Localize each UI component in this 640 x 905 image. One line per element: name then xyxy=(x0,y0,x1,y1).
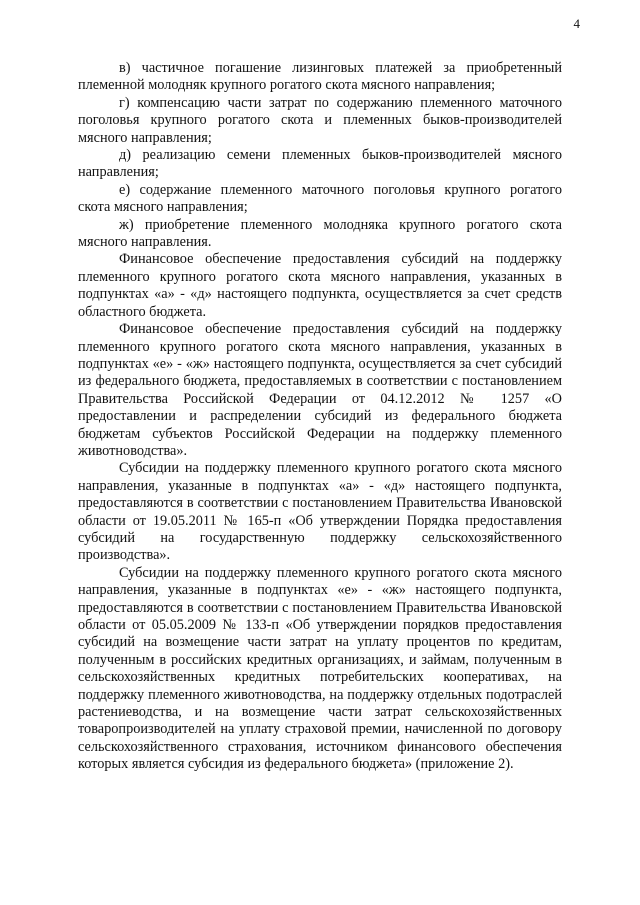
paragraph-regional-funding: Финансовое обеспечение предоставления субсидий на поддержку племенного крупного рогатого скота мясного направления, указанных в подпунктах «а» - «д» настоящего подпункта, осуществляется за счет средств областного бюджета. xyxy=(78,251,562,320)
paragraph-item-zh: ж) приобретение племенного молодняка крупного рогатого скота мясного направления. xyxy=(78,216,562,251)
paragraph-item-e: е) содержание племенного маточного поголовья крупного рогатого скота мясного направления; xyxy=(78,181,562,216)
document-body xyxy=(78,60,562,774)
page-number: 4 xyxy=(573,16,580,31)
paragraph-subsidies-e-zh: Субсидии на поддержку племенного крупного рогатого скота мясного направления, указанные в подпунктах «е» - «ж» настоящего подпункта, предоставляются в соответствии с постановлением Правительства Ивановской области от 05.05.2009 № 133-п «Об утверждении порядков предоставления субсидий на возмещение части затрат на уплату процентов по кредитам, полученным в российских кредитных организациях, и займам, полученным в сельскохозяйственных кредитных потребительских кооперативах, на поддержку племенного животноводства, на поддержку отдельных подотраслей растениеводства, и на возмещение части затрат сельскохозяйственных товаропроизводителей на уплату страховой премии, начисленной по договору сельскохозяйственного страхования, источником финансового обеспечения которых является субсидия из федерального бюджета» (приложение 2). xyxy=(78,564,562,773)
paragraph-federal-funding: Финансовое обеспечение предоставления субсидий на поддержку племенного крупного рогатого скота мясного направления, указанных в подпунктах «е» - «ж» настоящего подпункта, осуществляется за счет субсидий из федерального бюджета, предоставляемых в соответствии с постановлением Правительства Российской Федерации от 04.12.2012 № 1257 «О предоставлении и распределении субсидий из федерального бюджета бюджетам субъектов Российской Федерации на поддержку племенного животноводства». xyxy=(78,321,562,459)
paragraph-item-d: д) реализацию семени племенных быков-производителей мясного направления; xyxy=(78,147,562,181)
paragraph-item-g: г) компенсацию части затрат по содержанию племенного маточного поголовья крупного рогатого скота и племенных быков-производителей мясного направления; xyxy=(78,94,562,146)
paragraph-subsidies-a-d: Субсидии на поддержку племенного крупного рогатого скота мясного направления, указанные в подпунктах «а» - «д» настоящего подпункта, предоставляются в соответствии с постановлением Правительства Ивановской области от 19.05.2011 № 165-п «Об утверждении Порядка предоставления субсидий на государственную поддержку сельскохозяйственного производства». xyxy=(78,460,562,564)
paragraph-item-v: в) частичное погашение лизинговых платежей за приобретенный племенной молодняк крупного рогатого скота мясного направления; xyxy=(78,60,562,94)
